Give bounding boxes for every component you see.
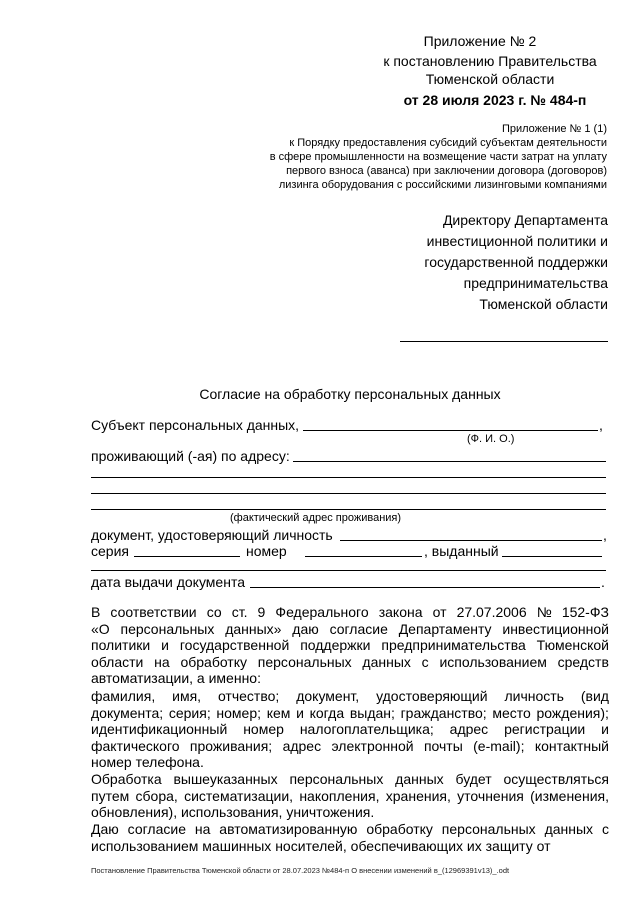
- p3-line-3: обновления), использования, уничтожения.: [91, 804, 375, 821]
- form-title: Согласие на обработку персональных данных: [199, 386, 501, 402]
- appendix-line-1: к постановлению Правительства: [383, 53, 597, 69]
- subject-comma: ,: [599, 417, 603, 433]
- sub-appendix-line-5: лизинга оборудования с российскими лизинговыми компаниями: [278, 179, 607, 191]
- p3-line-1: Обработка вышеуказанных персональных данных будет осуществляться: [91, 771, 609, 787]
- subject-name-field[interactable]: [303, 430, 598, 431]
- id-doc-field[interactable]: [340, 540, 602, 541]
- sub-appendix-line-1: Приложение № 1 (1): [501, 123, 607, 135]
- addressee-line-4: предпринимательства: [463, 275, 608, 291]
- address-field-line-3[interactable]: [91, 493, 606, 494]
- appendix-line-2: Тюменской области: [425, 71, 555, 87]
- sender-name-line: [400, 341, 608, 342]
- document-footer: Постановление Правительства Тюменской области от 28.07.2023 №484-п О внесении изменений в_(12969391v13)_.odt: [91, 866, 510, 875]
- number-label: номер: [246, 543, 287, 559]
- address-field[interactable]: [293, 461, 606, 462]
- issue-date-label: дата выдачи документа: [91, 574, 245, 590]
- p4-line-2: использованием машинных носителей, обеспечивающих их защиту от: [91, 837, 551, 854]
- id-doc-comma: ,: [603, 527, 607, 543]
- consent-paragraph-3: [91, 771, 609, 821]
- fio-hint: (Ф. И. О.): [467, 433, 515, 445]
- addressee-line-2: инвестиционной политики и: [426, 233, 608, 249]
- consent-paragraph-4: [91, 821, 609, 854]
- number-field[interactable]: [305, 556, 422, 557]
- p3-line-2: путем сбора, систематизации, накопления, хранения, уточнения (изменения,: [91, 787, 609, 804]
- p1-line-5: автоматизации, а именно:: [91, 670, 261, 687]
- actual-address-hint: (фактический адрес проживания): [230, 512, 402, 524]
- address-field-line-4[interactable]: [91, 509, 606, 510]
- p2-line-5: номер телефона.: [91, 754, 204, 771]
- sub-appendix-line-2: к Порядку предоставления субсидий субъектам деятельности: [289, 137, 607, 149]
- issued-by-field-line-2[interactable]: [91, 570, 606, 571]
- id-doc-label: документ, удостоверяющий личность: [91, 527, 333, 543]
- p1-line-2: «О персональных данных» даю согласие Департаменту инвестиционной: [91, 620, 609, 637]
- issue-date-field[interactable]: [250, 587, 600, 588]
- addressee-line-5: Тюменской области: [479, 296, 608, 312]
- appendix-title: Приложение № 2: [423, 33, 537, 49]
- p2-line-1: фамилия, имя, отчество; документ, удостоверяющий личность (вид: [91, 688, 609, 704]
- issue-date-period: .: [601, 574, 605, 590]
- consent-paragraph-1: [91, 604, 609, 687]
- p1-line-3: политики и государственной поддержки предпринимательства Тюменской: [91, 637, 609, 654]
- p1-line-1: В соответствии со ст. 9 Федерального закона от 27.07.2006 № 152-ФЗ: [91, 604, 609, 620]
- issued-label: , выданный: [424, 543, 499, 559]
- consent-paragraph-2: [91, 688, 609, 771]
- p2-line-2: документа; серия; номер; кем и когда выдан; гражданство; место рождения);: [91, 704, 609, 721]
- p4-line-1: Даю согласие на автоматизированную обработку персональных данных с: [91, 821, 609, 837]
- address-field-line-2[interactable]: [91, 477, 606, 478]
- decree-reference: от 28 июля 2023 г. № 484-п: [403, 92, 587, 108]
- sub-appendix-line-3: в сфере промышленности на возмещение части затрат на уплату: [269, 151, 607, 163]
- addressee-line-1: Директору Департамента: [442, 212, 608, 228]
- address-label: проживающий (-ая) по адресу:: [91, 448, 290, 464]
- p2-line-4: фактического проживания; адрес электронной почты (e-mail); контактный: [91, 737, 609, 754]
- p2-line-3: идентификационный номер налогоплательщика; адрес регистрации и: [91, 721, 609, 738]
- addressee-line-3: государственной поддержки: [424, 254, 608, 270]
- p1-line-4: области на обработку персональных данных с использованием средств: [91, 653, 609, 670]
- series-label: серия: [91, 543, 129, 559]
- sub-appendix-line-4: первого взноса (аванса) при заключении договора (договоров): [286, 165, 607, 177]
- issued-by-field[interactable]: [502, 556, 602, 557]
- subject-label: Субъект персональных данных,: [91, 417, 300, 433]
- series-field[interactable]: [134, 556, 240, 557]
